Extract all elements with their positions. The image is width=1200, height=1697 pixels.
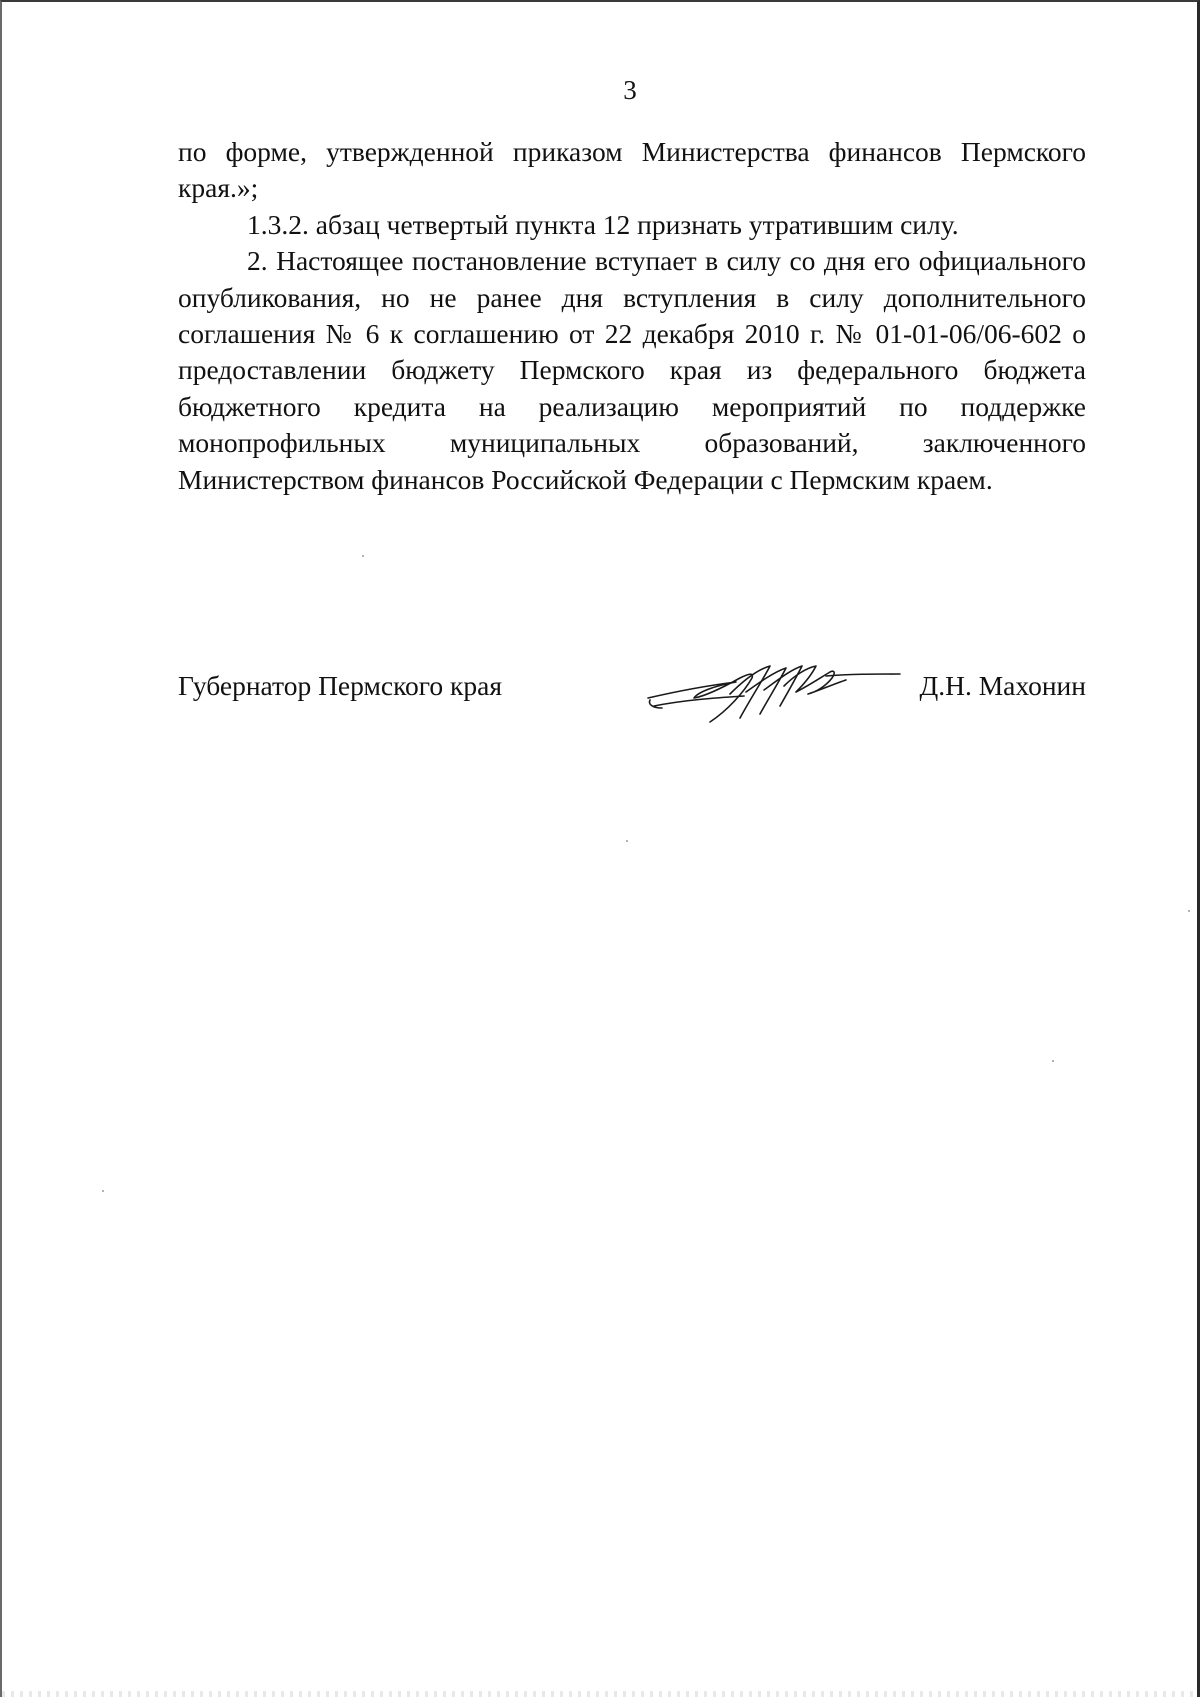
document-body [178, 134, 1086, 498]
paragraph-continuation: по форме, утвержденной приказом Министерства финансов Пермского края.»; [178, 136, 1086, 204]
paragraph-2: 2. Настоящее постановление вступает в силу со дня его официального опубликования, но не ранее дня вступления в силу дополнительного соглашения № 6 к соглашению от 22 декабря 2010 г. № 01-01-06/06-602 о предоставлении бюджету Пермского края из федерального бюджета бюджетного кредита на реализацию мероприятий по поддержке монопрофильных муниципальных образований, заключенного Министерством финансов Российской Федерации с Пермским краем. [178, 245, 1086, 495]
paragraph-1-3-2: 1.3.2. абзац четвертый пункта 12 признать утратившим силу. [247, 208, 959, 240]
scan-speck [626, 840, 628, 842]
scan-speck [362, 555, 364, 557]
scan-speck [1052, 1060, 1054, 1062]
signatory-name: Д.Н. Махонин [919, 670, 1086, 701]
scan-bottom-edge [2, 1691, 1197, 1697]
page-number: 3 [623, 75, 637, 105]
handwritten-signature [644, 652, 902, 728]
scan-speck [102, 1190, 104, 1192]
signature-block [178, 652, 1086, 732]
signatory-title: Губернатор Пермского края [178, 670, 502, 701]
scan-speck [1188, 910, 1190, 912]
